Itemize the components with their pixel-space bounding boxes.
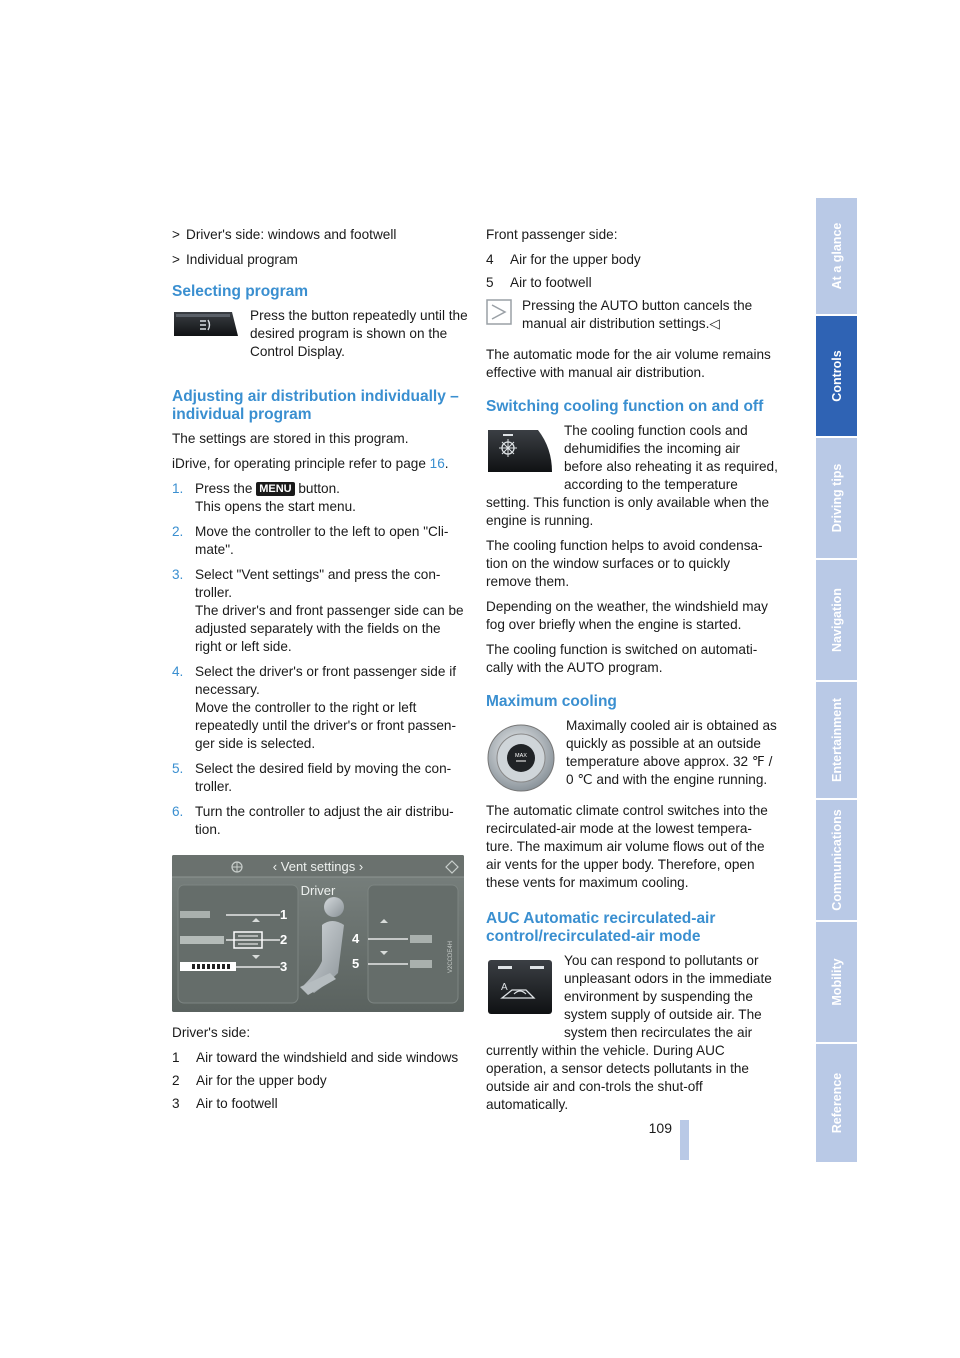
list-item: 2 Air for the upper body (172, 1073, 327, 1088)
max-button-icon (486, 723, 556, 798)
note-arrow-icon (486, 299, 512, 330)
step-item: 5. Select the desired field by moving the con-troller. (172, 761, 452, 794)
selecting-program-block: Press the button repeatedly until the desired program is shown on the Control Display. (172, 307, 468, 368)
tab-communications[interactable]: Communications (816, 800, 857, 920)
vent-label-2: 2 (280, 932, 288, 947)
list-item: 5 Air to footwell (486, 275, 592, 290)
chevron-right-icon: › (358, 859, 364, 874)
cooling-block: The cooling function cools and dehumidifies the incoming air before also reheating it as required, according to the temperature setting. This function is only available when the engine is running. (486, 423, 778, 528)
list-item: 3 Air to footwell (172, 1096, 278, 1111)
bullet-item: > Individual program (172, 252, 298, 267)
step-item: 6. Turn the controller to adjust the air distribu-tion. (172, 804, 454, 837)
vent-label-1: 1 (280, 907, 288, 922)
tab-mobility[interactable]: Mobility (816, 922, 857, 1042)
tab-navigation[interactable]: Navigation (816, 560, 857, 680)
vent-label-4: 4 (352, 931, 360, 946)
bullet-marker: > (172, 252, 180, 267)
vent-settings-screen (172, 855, 464, 1012)
auc-button-icon (486, 958, 554, 1021)
tab-driving-tips[interactable]: Driving tips (816, 438, 857, 558)
vent-label-5: 5 (352, 956, 360, 971)
paragraph-auto-mode: The automatic mode for the air volume remains effective with manual air distribution. (486, 347, 771, 380)
heading-selecting-program: Selecting program (172, 283, 309, 300)
auc-block: A You can respond to pollutants or unpleasant odors in the immediate environment by suspending the system supply of outside air. The system then recirculates the air currently within the vehicle. During AUC operation, a sensor detects pollutants in the outside air and con-trols the shut-off automatically. (486, 953, 772, 1112)
right-column: Front passenger side: 4 Air for the upper body 5 Air to footwell Pressing the AUTO button cancels the manual air distribution settings.◁ The automatic mode for the air volume remains effective with manual air distribution. Switching cooling function on and off The cooling function cools and dehumidifies the incoming air before also reheating it as required, according to the temperature setting. This function is only available when the engine is running. The cooling function helps to avoid condensa-tion on the window surfaces or to quickly remove them. Depending on the weather, the windshield may fog over briefly when the engine is started. The cooling function is switched on automati-cally with the AUTO program. Maximum cooling MAX Maximally cooled air is obtained as quickly as possible at an outside temperature above approx. 32 ℉ / 0 ℃ and with the engine running. The automatic climate control switches into the recirculated-air mode at the lowest tempera-ture. The maximum air volume flows out of the air vents for the upper body. Therefore, open these vents for maximum cooling. AUC Automatic recirculated-air control/recirculated-air mode A You can respond to pollutants or unpleasant odors in the immediate environment by suspending the system supply of outside air. The system then recirculates the air currently within the vehicle. During AUC operation, a sensor detects pollutants in the outside air and con-trols the shut-off automatically. (486, 226, 778, 1121)
tab-reference[interactable]: Reference (816, 1044, 857, 1162)
vent-screen-subtitle: Driver (300, 883, 336, 898)
bullet-marker: > (172, 227, 180, 242)
tab-at-a-glance[interactable]: At a glance (816, 198, 857, 314)
svg-text:A: A (501, 982, 508, 993)
page-number-bar (680, 1120, 689, 1160)
cooling-button-icon (486, 428, 554, 479)
page-number: 109 (648, 1120, 672, 1136)
program-button-icon (172, 309, 240, 344)
page-link[interactable]: 16 (429, 456, 445, 471)
tab-controls[interactable]: Controls (816, 316, 857, 436)
max-cooling-block: MAX Maximally cooled air is obtained as quickly as possible at an outside temperature above approx. 32 ℉ / 0 ℃ and with the engine running. (486, 717, 778, 802)
step-item: 1. Press the MENU button. This opens the start menu. (172, 481, 356, 514)
paragraph-settings-stored: The settings are stored in this program. (172, 431, 409, 446)
paragraph-idrive-ref: iDrive, for operating principle refer to page 16. (172, 456, 449, 471)
step-item: 2. Move the controller to the left to open "Cli-mate". (172, 524, 449, 557)
drivers-side-title: Driver's side: (172, 1025, 251, 1040)
chevron-left-icon: ‹ (272, 859, 278, 874)
vent-label-3: 3 (280, 959, 288, 974)
tab-entertainment[interactable]: Entertainment (816, 682, 857, 798)
heading-maximum-cooling: Maximum cooling (486, 693, 617, 710)
heading-cooling-function: Switching cooling function on and off (486, 398, 764, 415)
auto-note: Pressing the AUTO button cancels the manual air distribution settings.◁ (486, 297, 778, 340)
step-item: 4. Select the driver's or front passenger side if necessary. Move the controller to the right or left repeatedly until the driver's or front passen-ger side is selected. (172, 664, 457, 751)
heading-adjusting-air-distribution: Adjusting air distribution individually – individual program (172, 388, 459, 423)
svg-text:MAX: MAX (515, 753, 527, 759)
list-item: 4 Air for the upper body (486, 252, 641, 267)
menu-button-icon: MENU (256, 482, 294, 496)
front-passenger-title: Front passenger side: (486, 227, 618, 242)
bullet-item: > Driver's side: windows and footwell (172, 227, 397, 242)
section-tabs (816, 198, 857, 1164)
vent-screen-title: ‹ Vent settings › (272, 859, 364, 874)
list-item: 1 Air toward the windshield and side windows (172, 1050, 459, 1065)
vent-screen-code: V2CCDE4H (448, 940, 454, 973)
left-column (172, 226, 468, 1118)
heading-auc: AUC Automatic recirculated-air control/recirculated-air mode (486, 910, 716, 945)
end-mark-icon: ◁ (709, 316, 720, 331)
step-item: 3. Select "Vent settings" and press the con-troller. The driver's and front passenger side can be adjusted separately with the fields on the right or left side. (172, 567, 464, 654)
